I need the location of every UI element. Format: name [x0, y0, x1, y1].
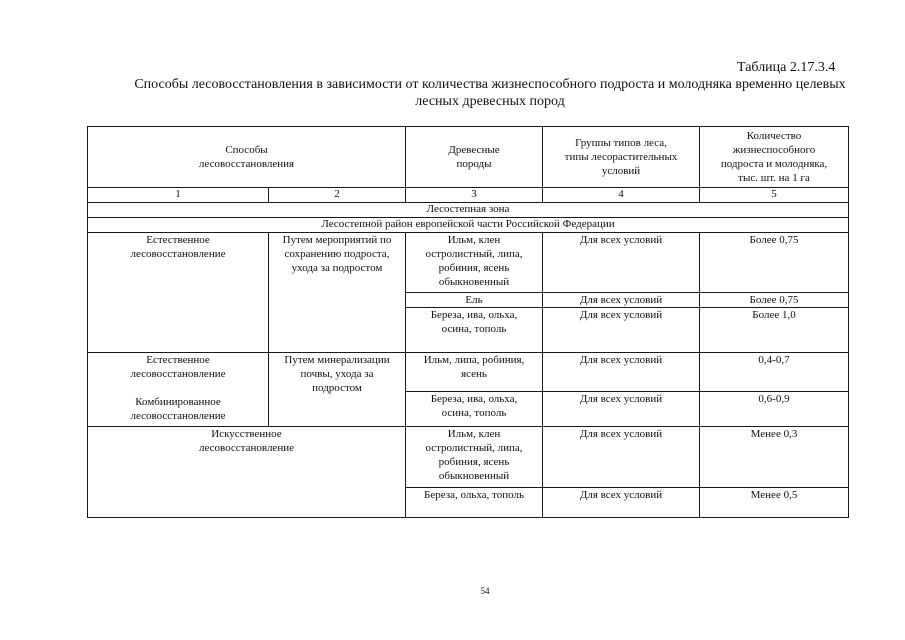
region-label: Лесостепной район европейской части Российской Федерации: [88, 218, 849, 233]
header-quantity: Количество жизнеспособного подроста и молодняка, тыс. шт. на 1 га: [700, 127, 849, 188]
column-number: 5: [700, 188, 849, 203]
conditions-cell: Для всех условий: [543, 488, 700, 518]
page-number: 54: [480, 586, 490, 596]
header-methods: Способы лесовосстановления: [88, 127, 406, 188]
method-cell-continued: [88, 488, 406, 518]
page-title: Способы лесовосстановления в зависимости от количества жизнеспособного подроста и молодняка временно целевых лесных древесных пород: [134, 77, 846, 109]
quantity-cell: 0,4-0,7: [700, 353, 849, 392]
column-numbers-row: [88, 188, 849, 203]
species-cell: Береза, ива, ольха, осина, тополь: [406, 308, 543, 353]
species-cell: Береза, ива, ольха, осина, тополь: [406, 392, 543, 427]
conditions-cell: Для всех условий: [543, 233, 700, 293]
method-cell: Искусственное лесовосстановление: [88, 427, 406, 488]
header-row: [88, 127, 849, 188]
header-species: Древесные породы: [406, 127, 543, 188]
quantity-cell: Менее 0,5: [700, 488, 849, 518]
conditions-cell: Для всех условий: [543, 293, 700, 308]
conditions-cell: Для всех условий: [543, 427, 700, 488]
species-cell: Ильм, клен остролистный, липа, робиния, ясень обыкновенный: [406, 427, 543, 488]
species-cell: Ель: [406, 293, 543, 308]
measure-cell: Путем мероприятий по сохранению подроста, ухода за подростом: [269, 233, 406, 353]
zone-label: Лесостепная зона: [88, 203, 849, 218]
column-number: 2: [269, 188, 406, 203]
table-row: [88, 427, 849, 488]
region-row: [88, 218, 849, 233]
zone-row: [88, 203, 849, 218]
table-row: [88, 488, 849, 518]
table-row: [88, 353, 849, 392]
species-cell: Ильм, липа, робиния, ясень: [406, 353, 543, 392]
quantity-cell: 0,6-0,9: [700, 392, 849, 427]
column-number: 4: [543, 188, 700, 203]
species-cell: Ильм, клен остролистный, липа, робиния, ясень обыкновенный: [406, 233, 543, 293]
conditions-cell: Для всех условий: [543, 308, 700, 353]
table-row: [88, 233, 849, 293]
header-forest-groups: Группы типов леса, типы лесорастительных условий: [543, 127, 700, 188]
conditions-cell: Для всех условий: [543, 392, 700, 427]
conditions-cell: Для всех условий: [543, 353, 700, 392]
method-cell: Естественное лесовосстановление Комбинированное лесовосстановление: [88, 353, 269, 427]
method-cell: Естественное лесовосстановление: [88, 233, 269, 353]
column-number: 1: [88, 188, 269, 203]
quantity-cell: Менее 0,3: [700, 427, 849, 488]
species-cell: Береза, ольха, тополь: [406, 488, 543, 518]
column-number: 3: [406, 188, 543, 203]
table-label: Таблица 2.17.3.4: [737, 60, 836, 75]
quantity-cell: Более 1,0: [700, 308, 849, 353]
quantity-cell: Более 0,75: [700, 233, 849, 293]
methods-table: [87, 126, 849, 518]
measure-cell: Путем минерализации почвы, ухода за подростом: [269, 353, 406, 427]
quantity-cell: Более 0,75: [700, 293, 849, 308]
